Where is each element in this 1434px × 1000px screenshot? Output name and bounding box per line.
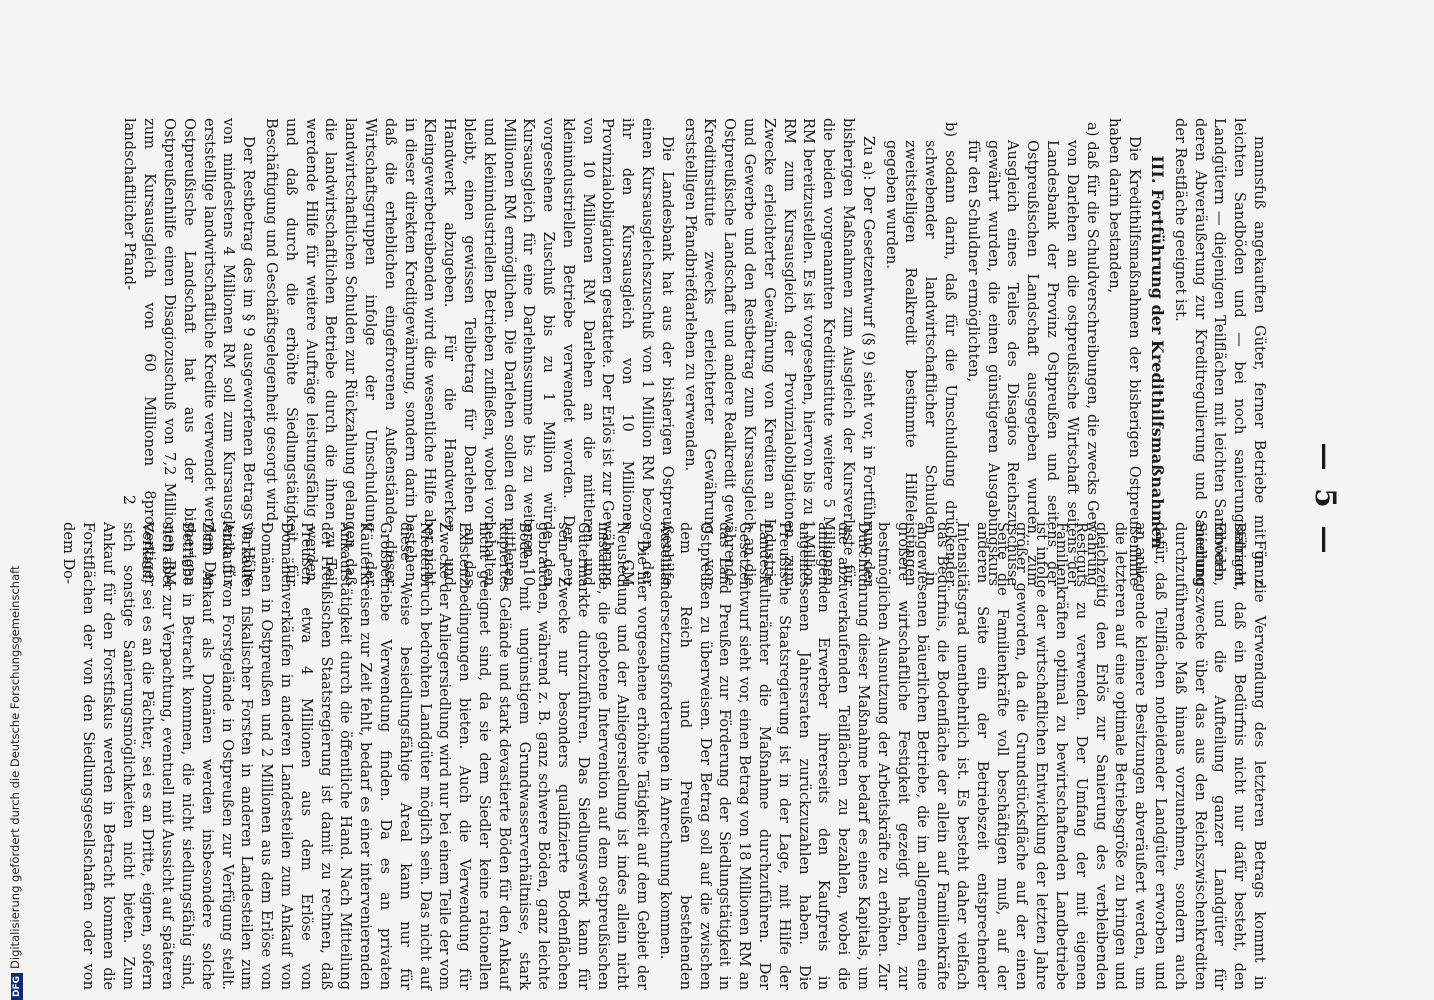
body-paragraph: Der Restbetrag des im § 9 ausgeworfenen Betrags in Höhe von mindestens 4 Millionen RM soll zum Kursausgleich für erststellige landwirtschaftliche Kredite verwendet werden. Die Ostpreußische Landschaft hat aus der bisherigen Ostpreußenhilfe einen Disagiozuschuß von 7,2 Millionen RM zum Kursausgleich von 60 Millionen 8prozentiger landschaftlicher Pfand- xyxy=(121,118,258,586)
body-paragraph: Für die Verwendung des letzteren Betrags kommt in Betracht, daß ein Bedürfnis nicht nur dafür besteht, den Erwerb und die Aufteilung ganzer Landgüter für Siedlungszwecke über das aus den Reichszwischenkrediten durchzuführende Maß hinaus vorzunehmen, sondern auch dafür, daß Teilflächen notleidender Landgüter erworben und an anliegende kleinere Besitzungen abveräußert werden, um die letzteren auf eine optimale Betriebsgröße zu bringen und gleichzeitig den Erlös zur Sanierung des verbleibenden Restguts zu verwenden. Der Umfang der mit eigenen Familienkräften optimal zu bewirtschaftenden Landbetriebe ist infolge der wirtschaftlichen Entwicklung der letzten Jahre größer geworden, da die Grundstücksfläche auf der einen Seite die Familienkräfte voll beschäftigen muß, auf der anderen Seite ein der Betriebszeit entsprechender Intensitätsgrad unentbehrlich ist. Es besteht daher vielfach das Bedürfnis, die Bodenfläche der allein auf Familienkräfte angewiesenen bäuerlichen Betriebe, die im allgemeinen eine größere wirtschaftliche Festigkeit gezeigt haben, zur bestmöglichen Ausnutzung der Arbeitskräfte zu erhöhen. Zur Durchführung dieser Maßnahme bedarf es eines Kapitals, um die abzuverkaufenden Teilflächen zu bezahlen, wobei die anliegenden Erwerber ihrerseits den Kaufpreis in angemessenen Jahresraten zurückzuzahlen haben. Die Preußische Staatsregierung ist in der Lage, mit Hilfe der Landeskulturämter die Maßnahme durchzuführen. Der Gesetzentwurf sieht vor, einen Betrag von 18 Millionen RM an das Land Preußen zur Förderung der Siedlungstätigkeit in Ostpreußen zu überweisen. Der Betrag soll auf die zwischen dem Reich und Preußen bestehenden Auseinandersetzungsforderungen in Anrechnung kommen. xyxy=(657,522,1268,990)
list-item-a: a) daß für die Schuldverschreibungen, die zwecks Gewährung von Darlehen an die ostpreußische Wirtschaft seitens der Landesbank der Provinz Ostpreußen und seitens der Ostpreußischen Landschaft ausgegeben wurden, zum Ausgleich eines Teiles des Disagios Reichszuschüsse gewährt wurden, die einen günstigeren Ausgabungskurs für den Schuldner ermöglichten, xyxy=(964,122,1101,586)
section-heading: III. Fortführung der Kredithilfsmaßnahmen xyxy=(1148,155,1168,549)
digitization-credit xyxy=(8,0,28,1000)
body-paragraph: Die Landesbank hat aus der bisherigen Ostpreußenhilfe einen Kursausgleichszuschuß von 1 Million RM bezogen, der ihr den Kursausgleich von 10 Millionen GM Provinzialobligationen gestattete. Der Erlös ist zur Gewährung von 10 Millionen RM Darlehen an die mittleren und kleinindustriellen Betriebe verwendet worden. Der neu vorgesehene Zuschuß bis zu 1 Million würde den Kursausgleich für eine Darlehnssumme bis zu weiteren 10 Millionen RM ermöglichen. Die Darlehen sollen den mittleren und kleinindustriellen Betrieben zufließen, wobei vorbehalten bleibt, einen gewissen Teilbetrag für Darlehen an das Handwerk abzugeben. Für die Handwerker und Kleingewerbetreibenden wird die wesentliche Hilfe aber nicht in dieser direkten Kreditgewährung, sondern darin bestehen, daß die erheblichen eingefrorenen Außenstände dieser Wirtschaftsgruppen infolge der Umschuldung der landwirtschaftlichen Schulden zur Rückzahlung gelangen, daß die landwirtschaftlichen Betriebe durch die ihnen zu Teil werdende Hilfe für weitere Aufträge leistungsfähig werden, und daß durch die erhöhte Siedlungstätigkeit für Beschäftigung und Geschäftsgelegenheit gesorgt wird. xyxy=(262,118,676,586)
dfg-logo-icon: DFG xyxy=(11,973,23,1000)
right-text-column xyxy=(55,522,1269,990)
body-paragraph: mannsfuß angekauften Güter, ferner Betriebe mit ganz leichten Sandböden und — bei noch sanierungsfähigen Landgütern — diejenigen Teilflächen mit leichten Sandböden, deren Abveräußerung zur Kreditregulierung und Sanierung der Restfläche geeignet ist. xyxy=(1171,118,1268,586)
page-number-header: — 5 — xyxy=(1309,442,1342,558)
credit-text: Digitalisierung gefördert durch die Deutsche Forschungsgemeinschaft xyxy=(8,565,22,969)
body-paragraph: Zu a): Der Gesetzentwurf (§ 9) sieht vor, in Fortführung der bisherigen Maßnahmen zum Ausgleich der Kursverluste für die beiden vorgenannten Kreditinstitute weitere 5 Millionen RM bereitzustellen. Es ist vorgesehen, hiervon bis zu 1 Million RM zum Kursausgleich der Provinzialobligationen zum Zwecke erleichterter Gewährung von Krediten an Industrie und Gewerbe und den Restbetrag zum Kursausgleich an die Ostpreußische Landschaft und andere Realkredit gewährende Kreditinstitute zwecks erleichterter Gewährung von erststelligen Pfandbriefdarlehen zu verwenden. xyxy=(681,118,877,586)
section-intro: Die Kredithilfsmaßnahmen der bisherigen Ostpreußenhilfe haben darin bestanden, xyxy=(1106,118,1144,586)
left-text-column xyxy=(117,118,1269,586)
signature-mark: 2 xyxy=(120,494,139,506)
body-paragraph: Die hier vorgesehene erhöhte Tätigkeit auf dem Gebiet der Neusiedlung und der Anliegersiedlung ist indes allein nicht imstande, die gebotene Intervention auf dem ostpreußischen Gütermarkte durchzuführen. Das Siedlungswerk kann für seine Zwecke nur besonders qualifizierte Bodenflächen gebrauchen, während z. B. ganz schwere Böden, ganz leichte Böden mit ungünstigem Grundwasserverhältnisse, stark kupiertes Gelände und stark devastierte Böden für den Ankauf nicht geeignet sind, da sie dem Siedler keine rationellen Existenzbedingungen bieten. Auch die Verwendung für Zwecke der Anliegersiedlung wird nur bei einem Teile der vom Niederbruch bedrohten Landgüter möglich sein. Das nicht auf diese Weise besiedlungsfähige Areal kann nur für Großbetriebe Verwendung finden. Da es an privaten Käuferkreisen zur Zeit fehlt, bedarf es einer intervenierenden Ankaufstätigkeit durch die öffentliche Hand. Nach Mitteilung der Preußischen Staatsregierung ist damit zu rechnen, daß Preußen etwa 4 Millionen aus dem Erlöse von Domänenverkäufen in anderen Landesteilen zum Ankauf von Domänen in Ostpreußen und 2 Millionen aus dem Erlöse von Verkäufen fiskalischer Forsten in anderen Landesteilen zum Ankauf von Forstgelände in Ostpreußen zur Verfügung stellt. Zum Ankauf als Domänen werden insbesondere solche Betriebe in Betracht kommen, die nicht siedlungsfähig sind, sich aber zur Verpachtung, eventuell mit Aussicht auf späteren Verkauf, sei es an die Pächter, sei es an Dritte, eignen, sofern sich sonstige Sanierungsmöglichkeiten nicht bieten. Zum Ankauf für den Forstfiskus werden in Betracht kommen die Forstflächen der von den Siedlungsgesellschaften oder von dem Do- xyxy=(60,522,652,990)
list-item-b: b) sodann darin, daß für die Umschuldung drückender schwebender landwirtschaftlicher Schulden in zweitstelligen Realkredit bestimmte Hilfeleistungen gegeben wurden. xyxy=(882,122,960,586)
